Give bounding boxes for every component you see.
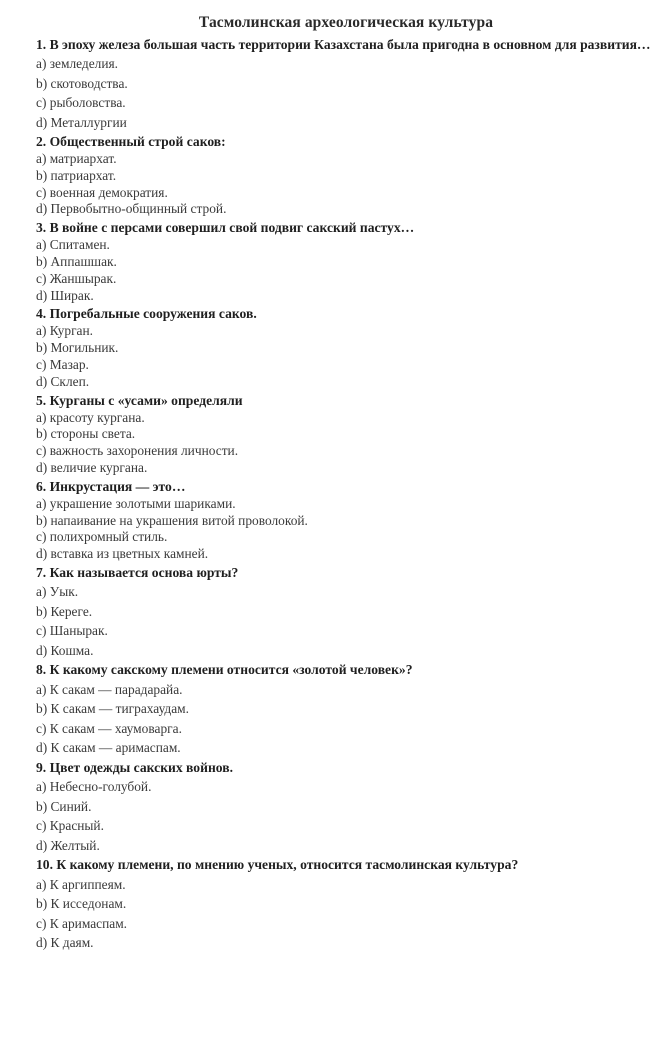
- question-text: 9. Цвет одежды сакских войнов.: [36, 759, 233, 775]
- answer-option: b) стороны света.: [36, 426, 136, 442]
- answer-option: c) К сакам — хаумоварга.: [36, 720, 182, 736]
- question-block-9: [36, 758, 656, 856]
- answer-option: d) Склеп.: [36, 373, 90, 389]
- answer-option: d) Желтый.: [36, 837, 100, 853]
- question-block-5: [36, 391, 656, 477]
- answer-option: c) полихромный стиль.: [36, 529, 168, 545]
- document-title: Тасмолинская археологическая культура: [198, 14, 494, 31]
- question-text: 4. Погребальные сооружения саков.: [36, 306, 257, 322]
- document-page: [36, 14, 656, 953]
- question-block-7: [36, 563, 656, 661]
- answer-option: d) величие кургана.: [36, 459, 148, 475]
- answer-option: b) Могильник.: [36, 340, 119, 356]
- answer-option: d) Ширак.: [36, 287, 94, 303]
- answer-option: c) важность захоронения личности.: [36, 443, 239, 459]
- answer-option: b) Аппашшак.: [36, 253, 117, 269]
- answer-option: b) К исседонам.: [36, 896, 127, 912]
- answer-option: a) Уык.: [36, 584, 79, 600]
- answer-option: a) К аргиппеям.: [36, 876, 126, 892]
- answer-option: d) К сакам — аримаспам.: [36, 740, 181, 756]
- answer-option: c) К аримаспам.: [36, 915, 128, 931]
- answer-option: c) Жаншырак.: [36, 270, 117, 286]
- answer-option: c) рыболовства.: [36, 95, 126, 110]
- question-text: 6. Инкрустация — это…: [36, 478, 186, 494]
- answer-option: d) К даям.: [36, 935, 94, 951]
- question-block-2: [36, 132, 656, 218]
- answer-option: b) К сакам — тиграхаудам.: [36, 701, 189, 717]
- question-text: 1. В эпоху железа большая часть территории Казахстана была пригодна в основном для развития…: [36, 37, 651, 52]
- answer-option: a) К сакам — парадарайа.: [36, 681, 183, 697]
- question-text: 10. К какому племени, по мнению ученых, относится тасмолинская культура?: [36, 857, 519, 873]
- answer-option: b) Синий.: [36, 798, 92, 814]
- question-block-1: [36, 35, 656, 132]
- question-block-10: [36, 855, 656, 953]
- answer-option: a) красоту кургана.: [36, 409, 145, 425]
- answer-option: c) Красный.: [36, 818, 104, 834]
- question-text: 3. В войне с персами совершил свой подвиг сакский пастух…: [36, 220, 415, 236]
- answer-option: b) Кереге.: [36, 603, 93, 619]
- answer-option: a) матриархат.: [36, 151, 117, 166]
- answer-option: a) Небесно-голубой.: [36, 779, 152, 795]
- question-text: 5. Курганы с «усами» определяли: [36, 392, 243, 408]
- answer-option: c) Мазар.: [36, 356, 89, 372]
- answer-option: d) вставка из цветных камней.: [36, 546, 209, 562]
- answer-option: b) патриархат.: [36, 167, 117, 183]
- question-block-4: [36, 304, 656, 390]
- question-text: 7. Как называется основа юрты?: [36, 564, 239, 580]
- question-block-8: [36, 660, 656, 758]
- answer-option: d) Металлургии: [36, 114, 127, 130]
- answer-option: a) Курган.: [36, 323, 94, 339]
- question-text: 8. К какому сакскому племени относится «золотой человек»?: [36, 662, 413, 678]
- answer-option: d) Первобытно-общинный строй.: [36, 201, 227, 217]
- answer-option: a) Спитамен.: [36, 237, 110, 253]
- question-text: 2. Общественный строй саков:: [36, 134, 226, 149]
- answer-option: b) напаивание на украшения витой проволокой.: [36, 512, 308, 528]
- answer-option: a) украшение золотыми шариками.: [36, 495, 236, 511]
- answer-option: c) военная демократия.: [36, 184, 168, 200]
- question-block-3: [36, 218, 656, 304]
- question-block-6: [36, 477, 656, 563]
- answer-option: c) Шанырак.: [36, 623, 108, 639]
- answer-option: b) скотоводства.: [36, 75, 128, 91]
- answer-option: d) Кошма.: [36, 642, 94, 658]
- answer-option: a) земледелия.: [36, 56, 119, 71]
